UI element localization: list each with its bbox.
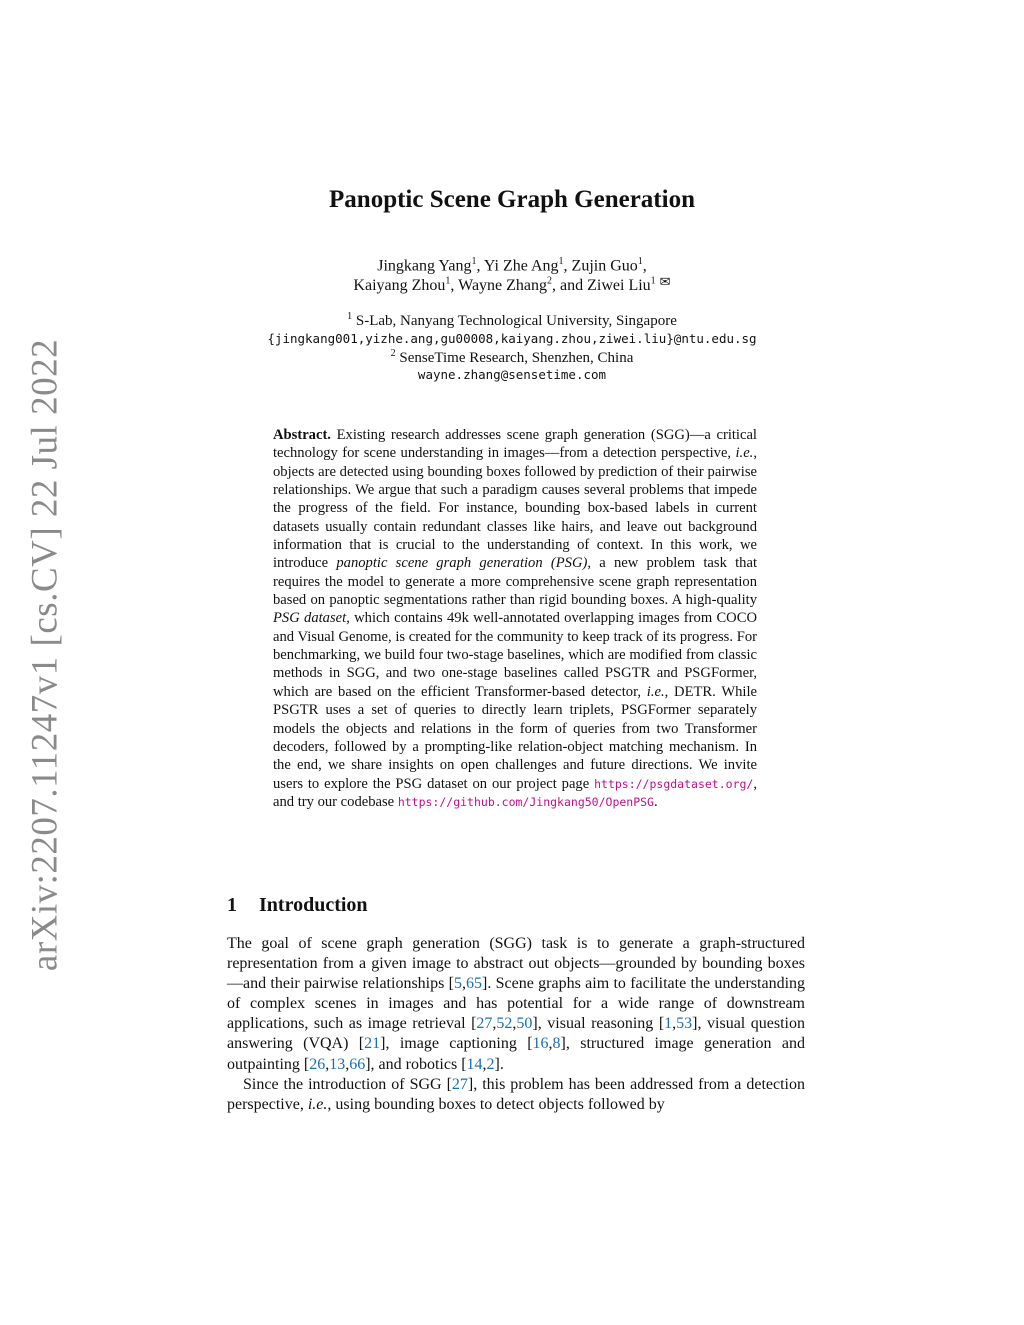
- affiliation-mark: 1: [445, 275, 451, 287]
- citation-link[interactable]: 16: [532, 1035, 549, 1053]
- abstract-emphasis: panoptic scene graph generation (PSG): [336, 555, 588, 572]
- paper-title: Panoptic Scene Graph Generation: [329, 186, 695, 213]
- codebase-link[interactable]: https://github.com/Jingkang50/OpenPSG: [397, 794, 654, 809]
- paragraph-text: ], visual reasoning [: [532, 1015, 665, 1033]
- abstract-text: Existing research addresses scene graph generation (SGG)—a critical technology for scene understanding in images—from a detection perspective,: [273, 427, 757, 462]
- envelope-icon: ✉: [659, 275, 671, 290]
- affiliation-text: S-Lab, Nanyang Technological University, Singapore: [352, 313, 677, 329]
- author-line-1: [0, 256, 1024, 275]
- abstract-emphasis: PSG dataset: [273, 610, 347, 627]
- abstract-emphasis: i.e.: [646, 683, 665, 700]
- author-separator: ,: [642, 257, 647, 275]
- citation-link[interactable]: 53: [676, 1015, 693, 1033]
- project-page-link[interactable]: https://psgdataset.org/: [594, 776, 754, 791]
- paragraph: The goal of scene graph generation (SGG) task is to generate a graph-structured representation from a given image to abstract out objects—grounded by bounding boxes—and their pairwise relationships [5,65]. Scene graphs aim to facilitate the understanding of complex scenes in images and has potential for a wide range of downstream applications, such as image retrieval [27,52,50], visual reasoning [1,53], visual question answering (VQA) [21], image captioning [16,8], structured image generation and outpainting [26,13,66], and robotics [14,2].: [227, 935, 806, 1073]
- citation-link[interactable]: 50: [516, 1015, 533, 1033]
- citation-link[interactable]: 66: [349, 1055, 366, 1073]
- citation-link[interactable]: 2: [486, 1055, 495, 1073]
- citation-link[interactable]: 1: [664, 1015, 673, 1033]
- introduction-body: [227, 934, 805, 1115]
- abstract-text: , DETR. While PSGTR uses a set of queries to directly learn triplets, PSGFormer separately models the objects and relations in the form of queries from two Transformer decoders, followed by a prompting-like relation-object matching mechanism. In the end, we share insights on open challenges and future directions. We invite users to explore the PSG dataset on our project page: [273, 683, 757, 792]
- citation-link[interactable]: 8: [552, 1035, 561, 1053]
- arxiv-identifier: arXiv:2207.11247v1 [cs.CV] 22 Jul 2022: [24, 338, 66, 972]
- abstract-emphasis: i.e.: [735, 445, 754, 462]
- author-name: , Yi Zhe Ang: [476, 257, 559, 275]
- section-number: 1: [227, 894, 237, 916]
- affiliation-mark: 1: [558, 256, 564, 267]
- author-name: Jingkang Yang: [377, 257, 472, 275]
- abstract-label: Abstract.: [273, 427, 331, 443]
- paragraph-text: , using bounding boxes to detect objects followed by: [327, 1095, 665, 1113]
- citation-link[interactable]: 27: [451, 1075, 468, 1093]
- abstract-text: .: [654, 793, 658, 810]
- citation-link[interactable]: 26: [309, 1055, 326, 1073]
- paragraph-emphasis: i.e.: [307, 1095, 328, 1113]
- affiliation-1: [0, 311, 1024, 330]
- paragraph-text: ], visual question answering (VQA) [: [227, 1015, 805, 1053]
- author-name: , Wayne Zhang: [450, 277, 548, 294]
- paragraph-text: ], structured image generation and outpainting [: [227, 1035, 806, 1073]
- section-heading: [227, 894, 368, 917]
- affiliation-mark: 1: [650, 275, 656, 287]
- abstract: [273, 426, 757, 811]
- affiliation-number: 2: [390, 348, 396, 359]
- affiliation-mark: 1: [637, 256, 643, 267]
- citation-link[interactable]: 21: [364, 1035, 381, 1053]
- paragraph-text: ], image captioning [: [380, 1035, 533, 1053]
- arxiv-sidebar-stamp: [20, 338, 70, 972]
- affiliation-2-email: wayne.zhang@sensetime.com: [417, 367, 607, 382]
- citation-link[interactable]: 27: [476, 1015, 493, 1033]
- abstract-text: , a new problem task that requires the model to generate a more comprehensive scene graph representation based on panoptic segmentations rather than rigid bounding boxes. A high-quality: [273, 555, 758, 609]
- affiliation-mark: 2: [547, 275, 553, 287]
- author-name: , and Ziwei Liu: [552, 277, 651, 294]
- section-title: Introduction: [259, 894, 368, 916]
- citation-link[interactable]: 65: [466, 975, 482, 993]
- affiliation-mark: 1: [471, 256, 477, 267]
- affiliation-text: SenseTime Research, Shenzhen, China: [395, 350, 634, 366]
- citation-link[interactable]: 52: [496, 1015, 513, 1033]
- paragraph-text: ].: [494, 1055, 504, 1073]
- citation-link[interactable]: 14: [466, 1055, 483, 1073]
- paragraph-text: ], this problem has been addressed from a detection perspective,: [227, 1075, 805, 1113]
- paragraph-text: Since the introduction of SGG [: [243, 1075, 452, 1093]
- affiliation-2: [0, 348, 1024, 367]
- affiliation-1-email: {jingkang001,yizhe.ang,gu00008,kaiyang.zhou,ziwei.liu}@ntu.edu.sg: [267, 331, 757, 346]
- abstract-text: , objects are detected using bounding boxes followed by prediction of their pairwise relationships. We argue that such a paradigm causes several problems that impede the progress of the field. For instance, bounding box-based labels in current datasets usually contain redundant classes like hairs, and leave out background information that is crucial to the understanding of context. In this work, we introduce: [273, 445, 757, 572]
- author-name: , Zujin Guo: [563, 257, 638, 275]
- author-line-2: [0, 275, 1024, 295]
- citation-link[interactable]: 13: [329, 1055, 346, 1073]
- citation-link[interactable]: 5: [454, 975, 462, 993]
- affiliation-number: 1: [347, 311, 353, 322]
- paragraph-text: ]. Scene graphs aim to facilitate the understanding of complex scenes in images and has potential for a wide range of downstream applications, such as image retrieval [: [227, 975, 806, 1033]
- paragraph: [227, 1075, 805, 1115]
- paragraph-text: ], and robotics [: [365, 1055, 467, 1073]
- abstract-text: , which contains 49k well-annotated overlapping images from COCO and Visual Genome, is created for the community to keep track of its progress. For benchmarking, we build four two-stage baselines, which are modified from classic methods in SGG, and two one-stage baselines called PSGTR and PSGFormer, which are based on the efficient Transformer-based detector,: [273, 610, 757, 700]
- abstract-text: , and try our codebase: [273, 775, 757, 810]
- paragraph-text: The goal of scene graph generation (SGG) task is to generate a graph-structured representation from a given image to abstract out objects—grounded by bounding boxes—and their pairwise relationships [: [227, 935, 805, 993]
- author-name: Kaiyang Zhou: [353, 277, 446, 294]
